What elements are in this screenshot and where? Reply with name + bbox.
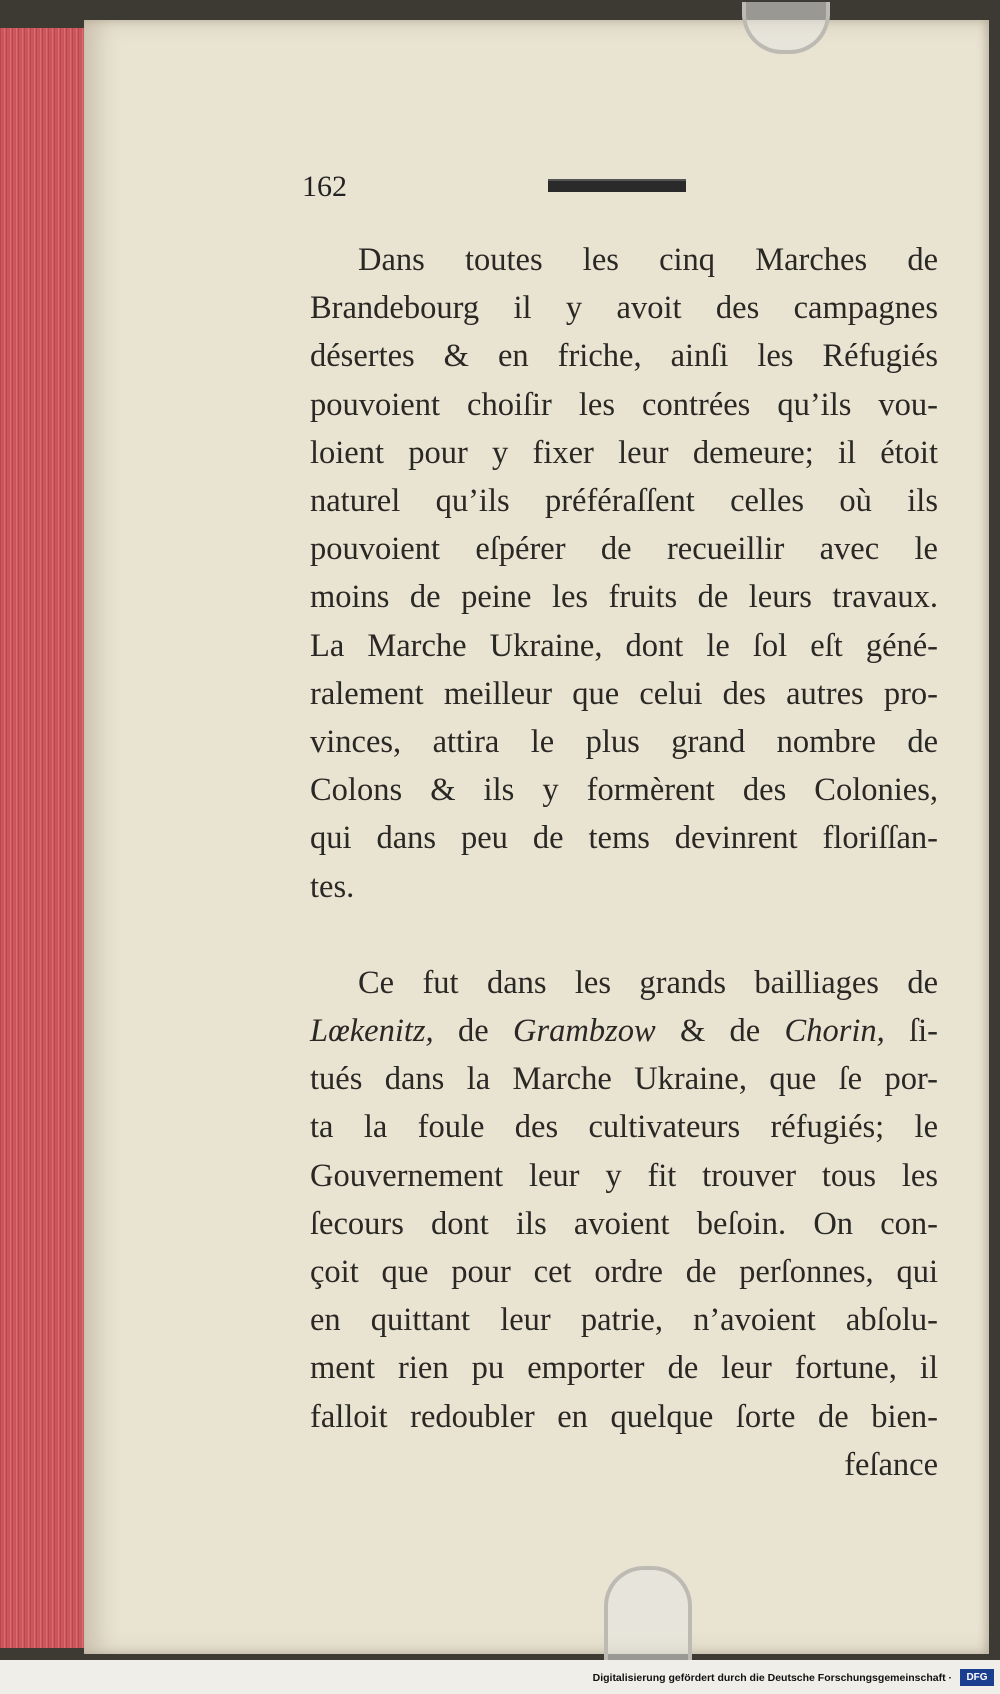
text-line: pouvoient choiſir les contrées qu’ils vou-	[310, 386, 938, 423]
text-line: tués dans la Marche Ukraine, que ſe por-	[310, 1061, 938, 1098]
paragraph-1	[310, 236, 938, 911]
text-fragment: ſi-	[884, 1013, 938, 1050]
text-line: naturel qu’ils préféraſſent celles où ils	[310, 483, 938, 520]
page-number: 162	[302, 170, 347, 203]
text-line: Gouvernement leur y fit trouver tous les	[310, 1157, 938, 1194]
text-line: ſecours dont ils avoient beſoin. On con-	[310, 1205, 938, 1242]
text-line: ralement meilleur que celui des autres pro-	[310, 675, 938, 712]
text-line: qui dans peu de tems devinrent floriſſan-	[310, 820, 938, 857]
text-line: pouvoient eſpérer de recueillir avec le	[310, 531, 938, 568]
text-line: désertes & en friche, ainſi les Réfugiés	[310, 338, 938, 375]
place-name-grambzow: Grambzow	[512, 1013, 656, 1050]
text-line: ta la foule des cultivateurs réfugiés; le	[310, 1109, 938, 1146]
text-line: Dans toutes les cinq Marches de	[358, 242, 938, 278]
text-fragment: & de	[655, 1013, 785, 1050]
text-line-with-place-names	[310, 1007, 938, 1055]
book-page-edges	[0, 28, 88, 1648]
text-line: Colons & ils y formèrent des Colonies,	[310, 772, 938, 809]
text-line: Brandebourg il y avoit des campagnes	[310, 290, 938, 327]
catchword: feſance	[844, 1446, 938, 1483]
funding-credit: Digitalisierung gefördert durch die Deutsche Forschungsgemeinschaft ·	[592, 1672, 952, 1684]
text-line: çoit que pour cet ordre de perſonnes, qui	[310, 1254, 938, 1291]
paragraph-2	[310, 959, 938, 1489]
text-line: moins de peine les fruits de leurs travaux.	[310, 579, 938, 616]
dfg-logo: DFG	[960, 1669, 994, 1686]
text-line: tes.	[310, 868, 355, 905]
header-rule	[548, 179, 686, 192]
place-name-chorin: Chorin,	[784, 1013, 885, 1050]
body-text	[310, 236, 938, 1489]
text-fragment: de	[433, 1013, 513, 1050]
text-line: falloit redoubler en quelque ſorte de bien-	[310, 1398, 938, 1435]
text-line: La Marche Ukraine, dont le ſol eſt géné-	[310, 627, 938, 664]
text-line: Ce fut dans les grands bailliages de	[358, 964, 938, 1001]
text-line: loient pour y fixer leur demeure; il étoit	[310, 434, 938, 471]
text-line: vinces, attira le plus grand nombre de	[310, 724, 938, 761]
page-clip-top	[742, 2, 830, 54]
place-name-loekenitz: Lœkenitz,	[310, 1013, 434, 1050]
text-line: ment rien pu emporter de leur fortune, il	[310, 1350, 938, 1387]
text-line: en quittant leur patrie, n’avoient abſolu-	[310, 1302, 938, 1339]
